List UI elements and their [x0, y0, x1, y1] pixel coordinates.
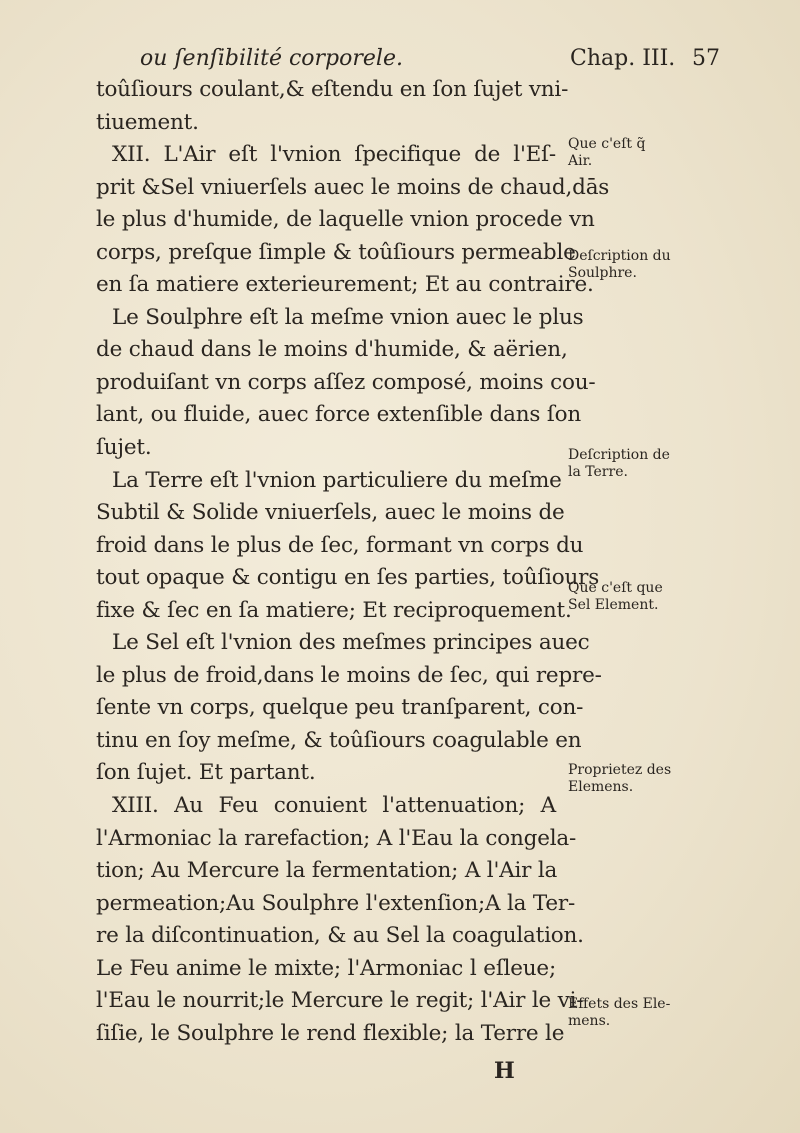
margin-note-line: la Terre. [568, 464, 628, 480]
text-line: Le Feu anime le mixte; l'Armoniac l eſleue; [96, 955, 556, 981]
running-title: ou ſenſibilité corporele. [140, 46, 403, 71]
margin-note-sel [568, 580, 718, 614]
text-line: ſente vn corps, quelque peu tranſparent, con- [96, 695, 584, 721]
text-line: corps, preſque ſimple & toûſiours permeable [96, 239, 576, 265]
text-line: l'Armoniac la rarefaction; A l'Eau la congela- [96, 825, 577, 851]
margin-note-terre [568, 447, 718, 481]
text-line: ſiſie, le Soulphre le rend flexible; la Terre le [96, 1020, 565, 1046]
text-line: le plus d'humide, de laquelle vnion procede vn [96, 207, 595, 233]
text-line: re la diſcontinuation, & au Sel la coagulation. [96, 923, 584, 949]
text-line: l'Eau le nourrit;le Mercure le regit; l'Air le vi- [96, 988, 584, 1014]
text-line: permeation;Au Soulphre l'extenſion;A la Ter- [96, 890, 576, 916]
text-line: Le Sel eſt l'vnion des meſmes principes auec [112, 630, 590, 656]
text-line: le plus de froid,dans le moins de ſec, qui repre- [96, 662, 602, 688]
margin-note-line: Que c'eſt que [568, 580, 663, 596]
text-line: ſujet. [96, 435, 152, 461]
margin-note-line: Effets des Ele- [568, 996, 671, 1012]
text-line: lant, ou fluide, auec force extenſible dans ſon [96, 402, 581, 428]
text-line: ſon ſujet. Et partant. [96, 760, 316, 786]
margin-note-line: Deſcription de [568, 447, 670, 463]
text-line: Subtil & Solide vniuerſels, auec le moins de [96, 500, 565, 526]
text-line: Le Soulphre eſt la meſme vnion auec le plus [112, 304, 584, 330]
text-line: fixe & ſec en ſa matiere; Et reciproquement. [96, 597, 572, 623]
margin-note-line: Deſcription du [568, 248, 671, 264]
page-number: 57 [692, 46, 720, 71]
margin-note-air [568, 136, 718, 170]
text-line: toûſiours coulant,& eſtendu en ſon ſujet vni- [96, 77, 569, 102]
running-header [140, 42, 720, 76]
text-line: produiſant vn corps aſſez composé, moins cou- [96, 369, 596, 395]
margin-note-line: Proprietez des [568, 762, 672, 778]
text-line: La Terre eſt l'vnion particuliere du meſme [112, 467, 562, 493]
margin-note-line: Soulphre. [568, 265, 637, 281]
margin-note-line: Que c'eſt q̃ [568, 136, 646, 152]
margin-note-line: Sel Element. [568, 597, 659, 613]
text-line: prit &Sel vniuerſels auec le moins de chaud,dās [96, 174, 610, 200]
margin-note-line: Air. [568, 153, 593, 169]
text-line: de chaud dans le moins d'humide, & aërien, [96, 337, 568, 363]
margin-note-effets [568, 996, 718, 1030]
text-line: froid dans le plus de ſec, formant vn corps du [96, 532, 584, 558]
catchword: H [494, 1058, 515, 1084]
text-line: XII. L'Air eſt l'vnion ſpecifique de l'Eſ- [112, 142, 556, 168]
text-line: tiuement. [96, 109, 199, 135]
text-line: tout opaque & contigu en ſes parties, toûſiours [96, 565, 600, 591]
margin-note-proprietez [568, 762, 718, 796]
text-line: tinu en ſoy meſme, & toûſiours coagulable en [96, 727, 582, 753]
text-line: XIII. Au Feu conuient l'attenuation; A [112, 793, 556, 819]
chapter-label: Chap. III. [570, 46, 676, 71]
margin-note-soulphre [568, 248, 718, 282]
margin-note-line: mens. [568, 1013, 611, 1029]
margin-note-line: Elemens. [568, 779, 634, 795]
text-line: en ſa matiere exterieurement; Et au contraire. [96, 272, 594, 298]
text-line: tion; Au Mercure la fermentation; A l'Air la [96, 858, 558, 884]
